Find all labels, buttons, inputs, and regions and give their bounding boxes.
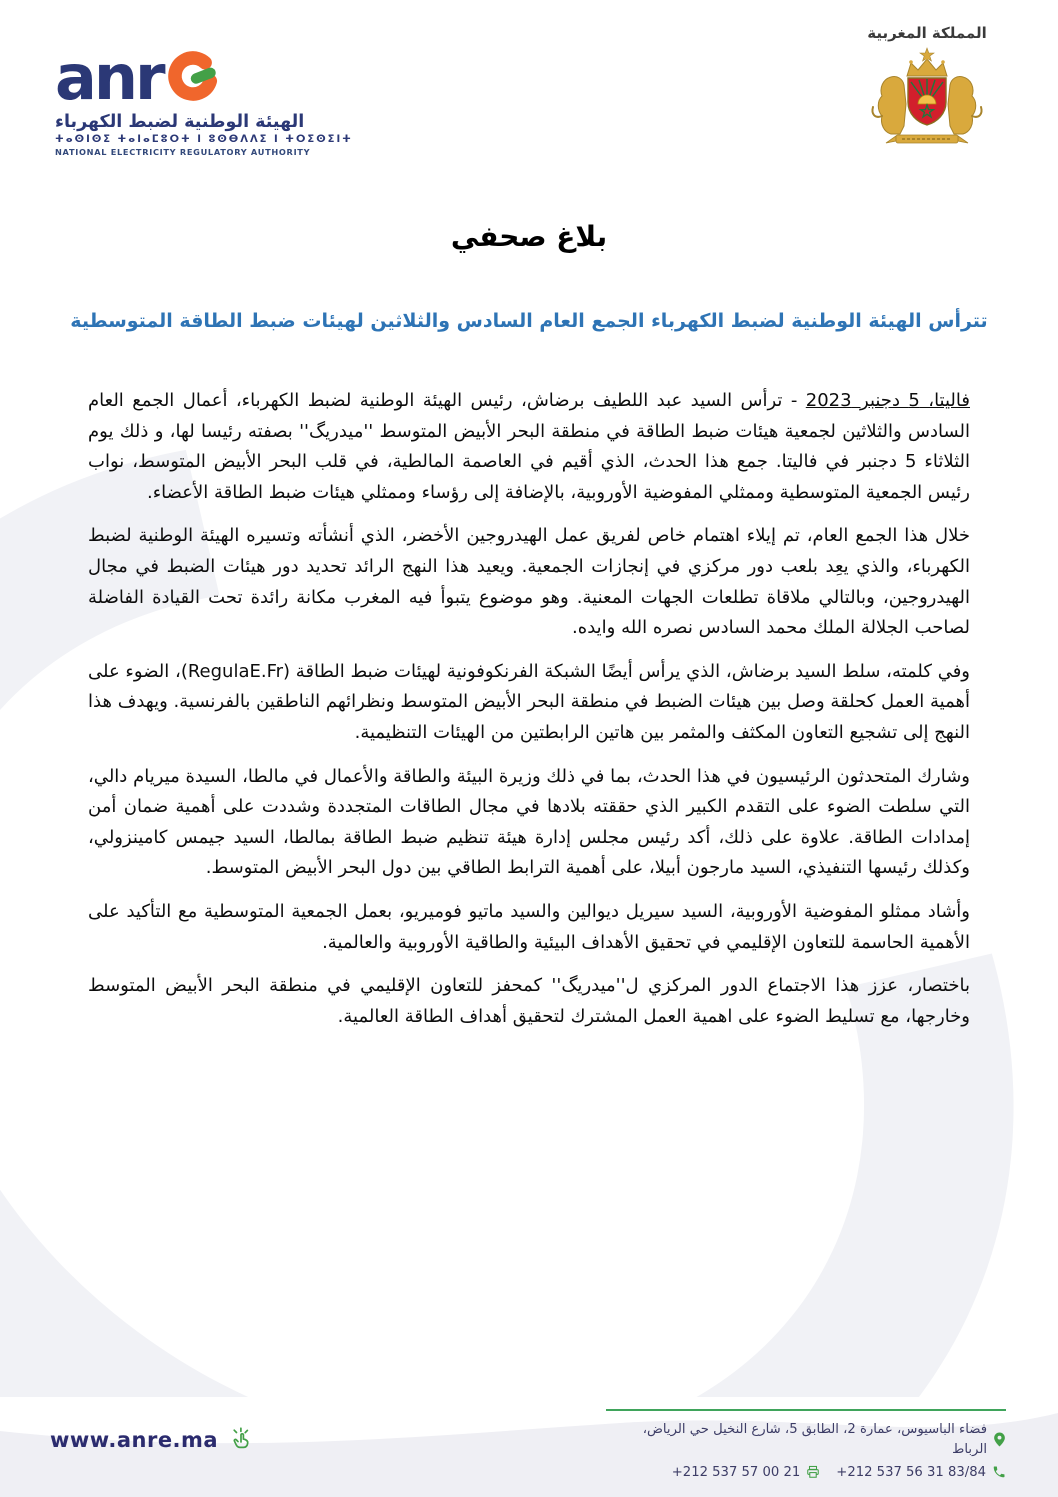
body-text: [88, 386, 970, 1045]
page-title: بلاغ صحفي: [450, 220, 608, 253]
kingdom-block: [852, 24, 1002, 154]
page-subtitle: تترأس الهيئة الوطنية لضبط الكهرباء الجمع العام السادس والثلاثين لهيئات ضبط الطاقة المتوسطية: [70, 310, 988, 332]
phone-number: +212 537 56 31 83/84: [836, 1464, 986, 1480]
phone-icon: [992, 1465, 1006, 1479]
body-paragraph-5: وأشاد ممثلو المفوضية الأوروبية، السيد سيريل ديوالين والسيد ماتيو فوميريو، بعمل الجمعية المتوسطية مع التأكيد على الأهمية الحاسمة للتعاون الإقليمي في تحقيق الأهداف البيئية والطاقية الأوروبية والعالمية.: [88, 900, 970, 953]
fax-number: +212 537 57 00 21: [671, 1464, 801, 1480]
website-url[interactable]: www.anre.ma: [50, 1428, 219, 1452]
anre-tifinagh-name: ⵜⴰⵙⵏⵙⵉ ⵜⴰⵏⴰⵎⵓⵔⵜ ⵏ ⵓⵙⴱⴷⴷⵉ ⵏ ⵜⵔⵉⵙⵉⵏⵜ: [55, 134, 353, 145]
phone-group: [836, 1463, 1006, 1483]
anre-logo: [55, 42, 353, 157]
address-text: فضاء الباسيوس، عمارة 2، الطابق 5، شارع النخيل حي الرياض، الرباط: [642, 1422, 987, 1457]
dateline: فاليتا، 5 دجنبر 2023: [805, 390, 970, 411]
address-row: [606, 1420, 1006, 1460]
morocco-coat-of-arms: [866, 46, 988, 150]
kingdom-label: المملكة المغربية: [867, 24, 987, 42]
footer: [0, 1397, 1058, 1497]
location-pin-icon: [993, 1432, 1006, 1447]
contact-divider: [606, 1409, 1006, 1411]
fax-group: [672, 1463, 821, 1483]
body-paragraph-1: [88, 386, 970, 508]
body-paragraph-6: باختصار، عزز هذا الاجتماع الدور المركزي ل''ميدريگ'' كمحفز للتعاون الإقليمي في منطقة البحر الأبيض المتوسط وخارجها، مع تسليط الضوء على اهمية العمل المشترك لتحقيق أهداف الطاقة العالمية.: [88, 975, 970, 1027]
phones-row: [606, 1463, 1006, 1483]
anre-wordmark: [55, 41, 353, 115]
anre-arabic-name: الهيئة الوطنية لضبط الكهرباء: [55, 112, 305, 132]
website-link[interactable]: [50, 1427, 254, 1453]
body-paragraph-2: خلال هذا الجمع العام، تم إيلاء اهتمام خاص لفريق عمل الهيدروجين الأخضر، الذي أنشأته وتسيره الهيئة الوطنية لضبط الكهرباء، والذي يعِد بلعب دور مركزي في إنجازات الجمعية. ويعيد هذا النهج الرائد تحديد دور هيئات الضبط في مجال الهيدروجين، وبالتالي ملاقاة تطلعات الجهات المعنية. وهو موضوع يتبوأ فيه المغرب مكانة رائدة تحت القيادة الفاضلة لصاحب الجلالة الملك محمد السادس نصره الله وايده.: [88, 525, 970, 639]
anre-wordmark-text: anr: [55, 41, 163, 115]
body-paragraph-1-text: - ترأس السيد عبد اللطيف برضاش، رئيس الهيئة الوطنية لضبط الكهرباء، أعمال الجمع العام السادس والثلاثين لجمعية هيئات ضبط الطاقة في منطقة البحر الأبيض المتوسط ''ميدريگ'' بصفته رئيسا لها، و ذلك يوم الثلاثاء 5 دجنبر في فاليتا. جمع هذا الحدث، الذي أقيم في العاصمة المالطية، في قلب البحر الأبيض المتوسط، نواب رئيس الجمعية المتوسطية وممثلي المفوضية الأوروبية، بالإضافة إلى رؤساء وممثلي هيئات ضبط الطاقة الأعضاء.: [88, 390, 970, 503]
contact-block: [606, 1409, 1006, 1482]
anre-english-name: NATIONAL ELECTRICITY REGULATORY AUTHORITY: [55, 147, 311, 157]
click-hand-icon: [228, 1427, 254, 1453]
body-paragraph-4: وشارك المتحدثون الرئيسيون في هذا الحدث، بما في ذلك وزيرة البيئة والطاقة والأعمال في مالطا، السيدة ميريام دالي، التي سلطت الضوء على التقدم الكبير الذي حققته بلادها في مجال الطاقات المتجددة وشددت على أهمية ضمان أمن إمدادات الطاقة. علاوة على ذلك، أكد رئيس مجلس إدارة هيئة تنظيم ضبط الطاقة بمالطا، السيد جيمس كامينزولي، وكذلك رئيسها التنفيذي، السيد مارجون أبيلا، على أهمية الترابط الطاقي بين دول البحر الأبيض المتوسط.: [88, 765, 970, 879]
body-paragraph-3: وفي كلمته، سلط السيد برضاش، الذي يرأس أيضًا الشبكة الفرنكوفونية لهيئات ضبط الطاقة (RegulaE.Fr)، الضوء على أهمية العمل كحلقة وصل بين هيئات الضبط في منطقة البحر الأبيض المتوسط ونظرائهم الناطقين بالفرنسية. ويهدف هذا النهج إلى تشجيع التعاون المكثف والمثمر بين هاتين الرابطتين من الهيئات التنظيمية.: [88, 660, 970, 743]
fax-icon: [806, 1465, 820, 1479]
anre-e-mark-icon: [165, 48, 221, 104]
